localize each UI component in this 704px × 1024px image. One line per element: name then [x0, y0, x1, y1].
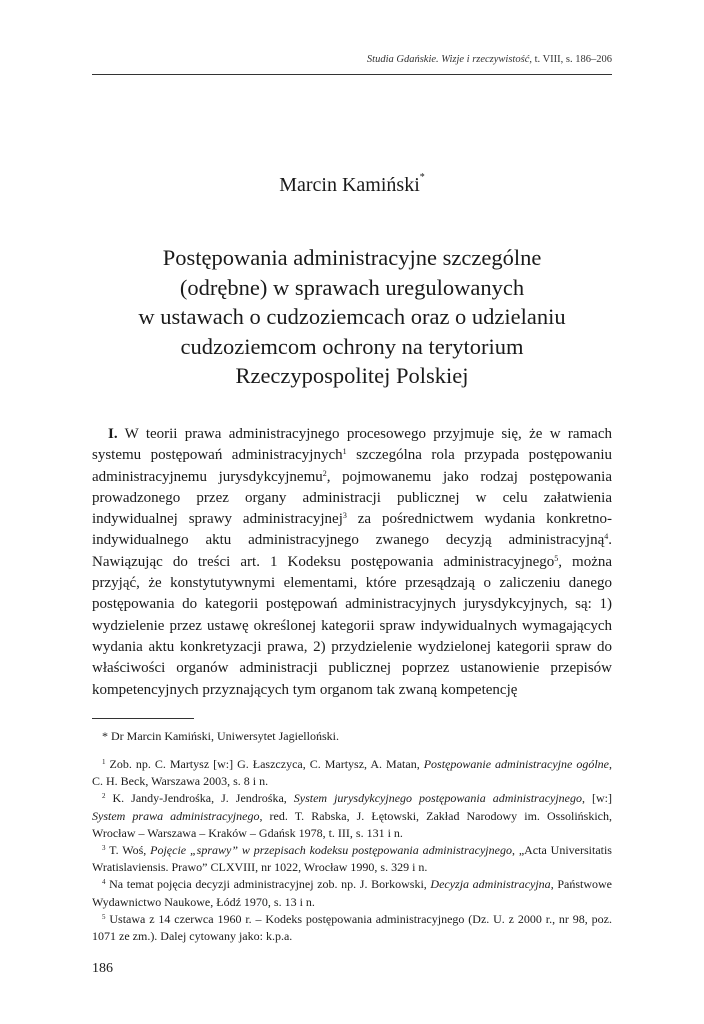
title-line: cudzoziemcom ochrony na terytorium [180, 333, 524, 359]
footnote-ref[interactable]: 4 [604, 532, 609, 542]
text-run: , pojmowanemu jako rodzaj postępowania prowadzonego przez organy administracji publicznej w celu załatwienia indywidualnej sprawy administracyjnej [92, 468, 612, 528]
section-number: I. [108, 426, 118, 442]
text-run: W teorii prawa administracyjnego procesowego przyjmuje się, że w ramach systemu postępowań administracyjnych [92, 426, 612, 464]
article-title [92, 243, 612, 391]
footnote [92, 876, 612, 910]
footnote-ref[interactable]: 1 [342, 447, 347, 457]
footnote [92, 911, 612, 945]
footnotes [92, 756, 612, 945]
footnote-text: , [w:] [582, 791, 612, 806]
footnote-ref[interactable]: 5 [554, 553, 559, 563]
footnote-text: Na temat pojęcia decyzji administracyjnej zob. np. J. Borkowski, [109, 877, 431, 892]
author-note: * Dr Marcin Kamiński, Uniwersytet Jagielloński. [102, 729, 339, 743]
text-run: . Nawiązując do treści art. 1 Kodeksu postępowania administracyjnego [92, 532, 612, 570]
body-text [92, 424, 612, 701]
footnote-number: 2 [102, 792, 106, 801]
footnote-text: Ustawa z 14 czerwca 1960 r. – Kodeks postępowania administracyjnego (Dz. U. z 2000 r., nr 98, poz. 1071 ze zm.). Dalej cytowany jako: k.p.a. [92, 911, 612, 944]
text-run: , można przyjąć, że konstytutywnymi elementami, które przesądzają o zaliczeniu danego postępowania do kategorii postępowań administracyjnych jurysdykcyjnych, są: 1) wydzielenie przez ustawę określonej kategorii spraw indywidualnych wymagających wydania aktu konkretyzacji prawa, 2) przydzielenie wydzielonej kategorii spraw do właściwości organów administracji publicznej poprzez ustanowienie przepisów kompetencyjnych przyznających tym organom tak zwaną kompetencję [92, 553, 613, 698]
footnote-text: , „Acta Universitatis Wratislaviensis. Prawo” CLXVIII, nr 1022, Wrocław 1990, s. 329 i n. [92, 843, 612, 875]
running-header [92, 54, 612, 65]
page-number: 186 [92, 961, 113, 976]
footnote [92, 790, 612, 842]
footnote-text: K. Jandy-Jendrośka, J. Jendrośka, [112, 791, 294, 806]
title-line: w ustawach o cudzoziemcach oraz o udzielaniu [138, 304, 566, 329]
footnote-ref[interactable]: 2 [322, 468, 327, 478]
author-footnote-mark: * [419, 172, 425, 184]
journal-details: , t. VIII, s. 186–206 [529, 54, 612, 65]
author-name [92, 174, 612, 197]
footnote-title: System jurysdykcyjnego postępowania administracyjnego [293, 791, 583, 806]
footnote-text: Zob. np. C. Martysz [w:] G. Łaszczyca, C. Martysz, A. Matan, [109, 757, 424, 771]
footnote-number: 1 [102, 758, 106, 766]
footnote-text: T. Woś, [109, 843, 151, 858]
footnote-title: Pojęcie „sprawy” w przepisach kodeksu postępowania administracyjnego [150, 843, 512, 858]
footnote-title: System prawa administracyjnego [92, 808, 260, 823]
title-line: Postępowania administracyjne szczególne [162, 245, 542, 270]
footnote [92, 756, 612, 790]
author-name-text: Marcin Kamiński [279, 174, 420, 196]
header-rule [92, 74, 612, 75]
footnote-rule [92, 718, 194, 719]
title-line: (odrębne) w sprawach uregulowanych [179, 274, 525, 300]
paragraph [92, 424, 612, 701]
text-run: szczególna rola przypada postępowaniu administracyjnemu jurysdykcyjnemu [92, 447, 613, 485]
text-run: za pośrednictwem wydania konkretno-indywidualnego aktu administracyjnego zwanego decyzją administracyjną [92, 511, 612, 549]
footnote-text: , C. H. Beck, Warszawa 2003, s. 8 i n. [92, 757, 612, 789]
footnote [92, 842, 612, 876]
journal-name: Studia Gdańskie. Wizje i rzeczywistość [366, 54, 530, 65]
footnote-number: 4 [102, 878, 106, 887]
footnote-number: 3 [102, 844, 106, 853]
title-line: Rzeczypospolitej Polskiej [235, 363, 469, 388]
footnote-text: , Państwowe Wydawnictwo Naukowe, Łódź 1970, s. 13 i n. [92, 877, 612, 909]
footnote-title: Postępowanie administracyjne ogólne [423, 757, 609, 771]
footnote-text: , red. T. Rabska, J. Łętowski, Zakład Narodowy im. Ossolińskich, Wrocław – Warszawa – Kraków – Gdańsk 1978, t. III, s. 131 i n. [92, 808, 612, 840]
footnote-title: Decyzja administracyjna [430, 877, 551, 892]
footnote-number: 5 [102, 912, 106, 921]
footnote-ref[interactable]: 3 [342, 511, 347, 521]
